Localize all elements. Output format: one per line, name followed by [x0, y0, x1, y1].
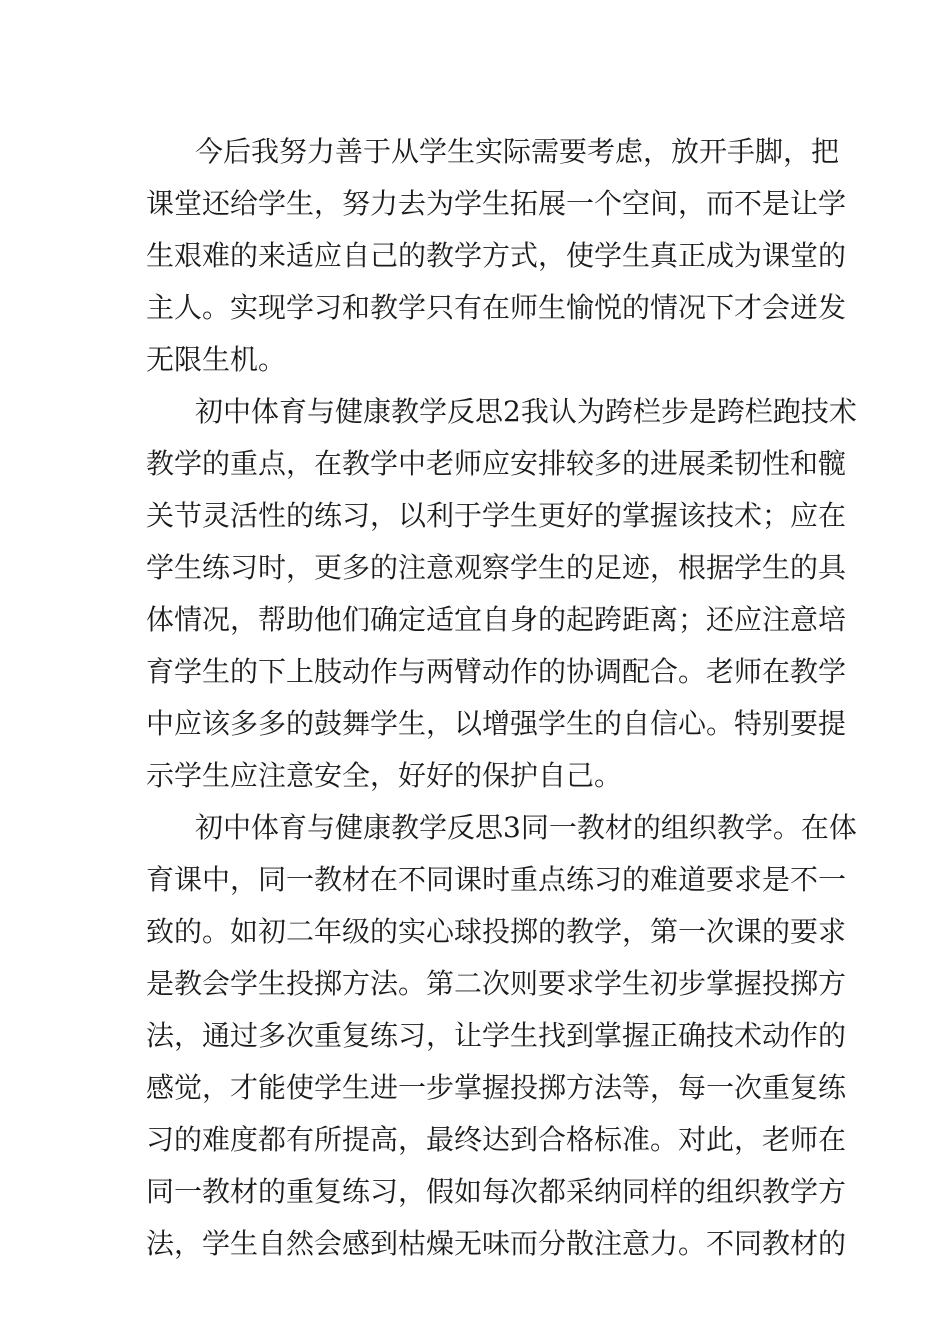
text-line: 生艰难的来适应自己的教学方式，使学生真正成为课堂的	[146, 239, 847, 272]
text-line: 主人。实现学习和教学只有在师生愉悦的情况下才会迸发	[146, 291, 847, 324]
text-line: 育学生的下上肢动作与两臂动作的协调配合。老师在教学	[146, 655, 847, 688]
text-line: 体情况，帮助他们确定适宜自身的起跨距离；还应注意培	[146, 603, 847, 636]
text-line: 学生练习时，更多的注意观察学生的足迹，根据学生的具	[146, 551, 847, 584]
text-line: 教学的重点，在教学中老师应安排较多的进展柔韧性和髋	[146, 447, 847, 480]
text-line: 课堂还给学生，努力去为学生拓展一个空间，而不是让学	[146, 187, 847, 220]
text-line: 示学生应注意安全，好好的保护自己。	[146, 759, 623, 792]
text-line: 习的难度都有所提高，最终达到合格标准。对此，老师在	[146, 1123, 847, 1156]
text-line: 中应该多多的鼓舞学生，以增强学生的自信心。特别要提	[146, 707, 847, 740]
text-line: 育课中，同一教材在不同课时重点练习的难道要求是不一	[146, 863, 847, 896]
text-line: 法，通过多次重复练习，让学生找到掌握正确技术动作的	[146, 1019, 847, 1052]
text-line: 无限生机。	[146, 343, 287, 376]
text-line: 初中体育与健康教学反思3同一教材的组织教学。在体	[195, 811, 857, 844]
text-line: 同一教材的重复练习，假如每次都采纳同样的组织教学方	[146, 1175, 847, 1208]
text-line: 致的。如初二年级的实心球投掷的教学，第一次课的要求	[146, 915, 847, 948]
text-line: 感觉，才能使学生进一步掌握投掷方法等，每一次重复练	[146, 1071, 847, 1104]
text-line: 初中体育与健康教学反思2我认为跨栏步是跨栏跑技术	[195, 395, 857, 428]
text-line: 法，学生自然会感到枯燥无味而分散注意力。不同教材的	[146, 1227, 847, 1260]
text-line: 今后我努力善于从学生实际需要考虑，放开手脚，把	[195, 135, 840, 168]
text-line: 是教会学生投掷方法。第二次则要求学生初步掌握投掷方	[146, 967, 847, 1000]
text-line: 关节灵活性的练习，以利于学生更好的掌握该技术；应在	[146, 499, 847, 532]
